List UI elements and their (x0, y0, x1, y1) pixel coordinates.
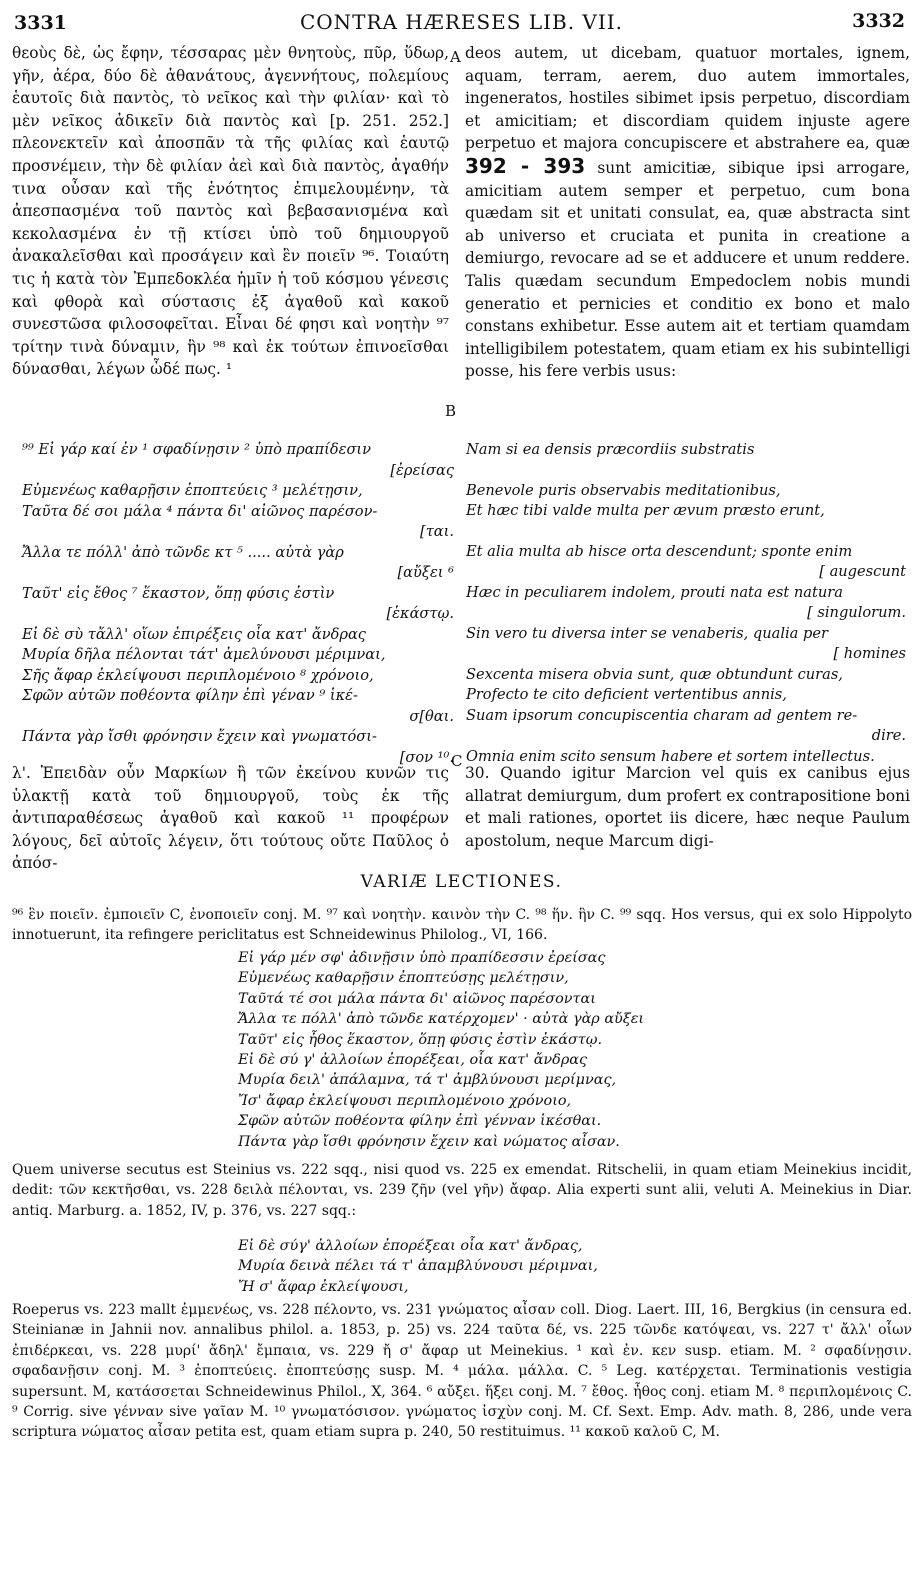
latin-verse-line: Benevole puris observabis meditationibus, (466, 481, 781, 499)
footnote-verse-block-2 (238, 1236, 598, 1297)
variae-lectiones-heading: VARIÆ LECTIONES. (360, 872, 563, 892)
footnote-verse-line: Εἰ δὲ σύγ' ἀλλοίων ἐπορέξεαι οἷα κατ' ἄνδρας, (238, 1238, 583, 1254)
greek-text-column: θεοὺς δὲ, ὡς ἔφην, τέσσαρας μὲν θνητοὺς, πῦρ, ὕδωρ, γῆν, ἀέρα, δύο δὲ ἀθανάτους, ἀγεννήτους, πολεμίους ἑαυτοῖς διὰ παντὸς, τὸ νεῖκος καὶ τὴν φιλίαν· καὶ τὸ μὲν νεῖκος ἀδικεῖν διὰ παντὸς καὶ [p. 251. 252.] πλεονεκτεῖν καὶ ἀποσπᾶν τὰ τῆς φιλίας καὶ ἑαυτῷ προσνέμειν, τὴν δὲ φιλίαν ἀεὶ καὶ διὰ παντὸς, ἀγαθήν τινα οὖσαν καὶ τῆς ἑνότητος ἐπιμελουμένην, τὰ ἀπεσπασμένα τοῦ παντὸς καὶ βεβασανισμένα καὶ κεκολασμένα ἐν τῇ κτίσει ὑπὸ τοῦ δημιουργοῦ ἀνακαλεῖσθαι καὶ προσάγειν καὶ ἓν ποιεῖν ⁹⁶. Τοιαύτη τις ἡ κατὰ τὸν Ἐμπεδοκλέα ἡμῖν ἡ τοῦ κόσμου γένεσις καὶ φθορὰ καὶ σύστασις ἐξ ἀγαθοῦ καὶ κακοῦ συνεστῶσα φιλοσοφεῖται. Εἶναι δέ φησι καὶ νοητὴν ⁹⁷ τρίτην τινὰ δύναμιν, ἣν ⁹⁸ καὶ ἐκ τούτων ἐπινοεῖσθαι δύνασθαι, λέγων ὧδέ πως. ¹ (12, 44, 449, 379)
margin-letter-c: C (451, 752, 463, 770)
greek-verse-continuation: [ἐρείσας (390, 461, 454, 479)
greek-verse-line: Σῆς ἄφαρ ἐκλείψουσι περιπλομένοιο ⁸ χρόνοιο, (22, 666, 374, 684)
greek-verse-block (22, 440, 454, 768)
latin-verse-continuation: dire. (871, 727, 906, 744)
footnote-verse-line: Ἄλλα τε πόλλ' ἀπὸ τῶνδε κατέρχομεν' · αὐτὰ γὰρ αὔξει (238, 1011, 645, 1028)
footnote-verse-line: Μυρία δεινὰ πέλει τά τ' ἀπαμβλύνουσι μέριμναι, (238, 1258, 598, 1275)
footnote-verse-block-1 (238, 948, 644, 1152)
latin-verse-line: Omnia enim scito sensum habere et sortem intellectus. (466, 747, 875, 765)
margin-letter-a: A (450, 48, 461, 66)
greek-verse-line: Εὐμενέως καθαρῇσιν ἐποπτεύεις ³ μελέτῃσιν, (22, 482, 363, 499)
footnote-verse-line: Σφῶν αὐτῶν ποθέοντα φίλην ἐπὶ γένναν ἱκέσθαι. (238, 1113, 602, 1130)
greek-verse-line: Ἄλλα τε πόλλ' ἀπὸ τῶνδε κτ ⁵ ..... αὐτὰ γὰρ (22, 543, 344, 561)
footnote-verse-line: Μυρία δειλ' ἀπάλαμνα, τά τ' ἀμβλύνουσι μερίμνας, (238, 1072, 617, 1089)
latin-text-column (465, 42, 910, 383)
latin-verse-line: Sin vero tu diversa inter se venaberis, qualia per (466, 624, 828, 642)
running-title: CONTRA HÆRESES LIB. VII. (299, 10, 624, 34)
greek-section-30: λ'. Ἐπειδὰν οὖν Μαρκίων ἢ τῶν ἐκείνου κυνῶν τις ὑλακτῇ κατὰ τοῦ δημιουργοῦ, τοὺς ἐκ τῆς ἀντιπαραθέσεως ἀγαθοῦ καὶ κακοῦ ¹¹ προφέρων λόγους, δεῖ αὐτοῖς λέγειν, ὅτι τούτους οὔτε Παῦλος ὁ ἀπόσ- (12, 764, 449, 873)
left-column-number: 3331 (14, 12, 67, 34)
greek-verse-line: ⁹⁹ Εἰ γάρ καί ἐν ¹ σφαδίνῃσιν ² ὑπὸ πραπίδεσιν (22, 441, 372, 458)
page-reference: 392 - 393 (465, 153, 586, 178)
latin-verse-line: Profecto te cito deficient vertentibus annis, (466, 686, 787, 703)
latin-verse-continuation: [ augescunt (819, 563, 906, 580)
greek-verse-line: Ταῦτ' εἰς ἔθος ⁷ ἕκαστον, ὅπῃ φύσις ἐστὶν (22, 584, 335, 602)
footnote-verse-line: Πάντα γὰρ ἴσθι φρόνησιν ἔχειν καὶ νώματος αἶσαν. (238, 1133, 620, 1150)
latin-verse-block (466, 440, 906, 767)
page-header (0, 4, 923, 38)
latin-verse-continuation: [ homines (833, 645, 906, 662)
greek-verse-continuation: [σον ¹⁰. (399, 748, 454, 766)
latin-verse-line: Et alia multa ab hisce orta descendunt; sponte enim (466, 542, 853, 560)
footnote-verse-line: Ἤ σ' ἄφαρ ἐκλείψουσι, (238, 1278, 409, 1295)
latin-verse-continuation: [ singulorum. (807, 604, 906, 621)
greek-verse-continuation: [ἑκάστῳ. (386, 605, 454, 622)
greek-verse-line: Ταῦτα δέ σοι μάλα ⁴ πάντα δι' αἰῶνος παρέσον- (22, 502, 378, 520)
footnote-verse-line: Εἰ δὲ σύ γ' ἀλλοίων ἐπορέξεαι, οἷα κατ' ἄνδρας (238, 1052, 588, 1069)
greek-verse-continuation: [αὔξει ⁶ (397, 564, 454, 581)
greek-verse-line: Εἰ δὲ σὺ τἄλλ' οἵων ἐπιρέξεις οἷα κατ' ἄνδρας (22, 625, 366, 643)
latin-verse-line: Hæc in peculiarem indolem, prouti nata est natura (466, 583, 843, 601)
greek-verse-line: Σφῶν αὐτῶν ποθέοντα φίλην ἐπὶ γέναν ⁹ ἱκέ- (22, 687, 358, 704)
greek-verse-line: Μυρία δῆλα πέλονται τάτ' ἀμελύνουσι μέριμναι, (22, 646, 386, 663)
margin-letter-b: B (445, 402, 457, 420)
latin-section-30: 30. Quando igitur Marcion vel quis ex canibus ejus allatrat demiurgum, dum profert ex contrapositione boni et mali rationes, oportet iis dicere, hæc neque Paulum apostolum, neque Marcum digi- (465, 764, 910, 850)
latin-verse-line: Sexcenta misera obvia sunt, quæ obtundunt curas, (466, 665, 843, 683)
footnote-verse-line: Ταῦτ' εἰς ἦθος ἕκαστον, ὅπῃ φύσις ἐστὶν ἑκάστῳ. (238, 1031, 603, 1048)
latin-text-after: sunt amicitiæ, sibique ipsi arrogare, amicitiam autem semper et perpetuo, cum bona quædam sit et unitati consulat, ea, quæ abstracta sint ab universo et cruciata et punita in creatione a demiurgo, revocare ad se et adducere et unum reddere. Talis quædam secundum Empedoclem nobis mundi generatio et pernicies et conditio ex bono et malo constans exhibetur. Esse autem ait et tertiam quamdam intelligibilem potestatem, quam etiam ex his subintelligi posse, his fere verbis usus: (465, 158, 910, 381)
footnote-verse-line: Ἴσ' ἄφαρ ἐκλείψουσι περιπλομένοιο χρόνοιο, (238, 1092, 572, 1109)
greek-verse-continuation: [ται. (420, 523, 454, 540)
footnote-block-1: ⁹⁶ ἓν ποιεῖν. ἐμποιεῖν C, ἐνοποιεῖν conj. M. ⁹⁷ καὶ νοητὴν. καινὸν τὴν C. ⁹⁸ ἥν. ἣν C. ⁹⁹ sqq. Hos versus, qui ex solo Hippolyto innotuerunt, ita refingere periclitatus est Schneidewinus Philolog., VI, 166. (12, 907, 912, 944)
footnote-verse-line: Ταῦτά τέ σοι μάλα πάντα δι' αἰῶνος παρέσονται (238, 990, 596, 1007)
right-column-number: 3332 (852, 10, 905, 32)
footnote-block-2: Quem universe secutus est Steinius vs. 222 sqq., nisi quod vs. 225 ex emendat. Ritschelii, in quam etiam Meinekius incidit, dedit: τῶν κεκτῆσθαι, vs. 228 δειλὰ πέλονται, vs. 239 ζῆν (vel γῆν) ἄφαρ. Alia experti sunt alii, veluti A. Meinekius in Diar. antiq. Marburg. a. 1852, IV, p. 376, vs. 227 sqq.: (12, 1162, 912, 1219)
latin-verse-line: Nam si ea densis præcordiis substratis (466, 441, 755, 458)
latin-verse-line: Et hæc tibi valde multa per ævum præsto erunt, (466, 502, 825, 519)
footnote-block-3: Roeperus vs. 223 mallt ἐμμενέως, vs. 228 πέλοντο, vs. 231 γνώματος αἶσαν coll. Diog. Laert. III, 16, Bergkius (in censura ed. Steinianæ in Jahnii nov. annalibus philol. a. 1853, p. 25) vs. 224 ταῦτα δέ, vs. 225 τῶνδε κατόψεαι, vs. 227 τ' ἄλλ' οἷων ἐπιδέρκεαι, vs. 228 μυρί' ἄδηλ' ἔμπαια, vs. 229 ἤ σ' ἄφαρ ut Meinekius. ¹ καὶ ἐν. κεν susp. etiam. M. ² σφαδίνῃσιν. σφαδανῇσιν conj. M. ³ ἐποπτεύεις. ἐποπτεύσῃς susp. M. ⁴ μάλα. μάλλα. C. ⁵ Leg. κατέρχεται. Terminationis vestigia supersunt. M, κατάσσεται Schneidewinus Philol., X, 364. ⁶ αὔξει. ἥξει conj. M. ⁷ ἔθος. ἦθος conj. etiam M. ⁸ περιπλομένοις C. ⁹ Corrig. sive γένναν sive γαῖαν M. ¹⁰ γνωματόσισον. γνώματος ἰσχὺν conj. M. Cf. Sext. Emp. Adv. math. 8, 286, unde vera scriptura νώματος αἶσαν petita est, quam etiam supra p. 240, 50 restituimus. ¹¹ κακοῦ καλοῦ C, M. (12, 1302, 912, 1441)
greek-verse-continuation: σ[θαι. (409, 707, 454, 725)
footnote-verse-line: Εἰ γάρ μέν σφ' ἀδινῇσιν ὑπὸ πραπίδεσσιν ἐρείσας (238, 950, 606, 966)
latin-verse-line: Suam ipsorum concupiscentia charam ad gentem re- (466, 706, 858, 724)
footnote-verse-line: Εὐμενέως καθαρῇσιν ἐποπτεύσῃς μελέτῃσιν, (238, 970, 569, 987)
greek-verse-line: Πάντα γὰρ ἴσθι φρόνησιν ἔχειν καὶ γνωματόσι- (22, 728, 377, 745)
latin-text-before: deos autem, ut dicebam, quatuor mortales, ignem, aquam, terram, aerem, duo autem immortales, ingeneratos, hostiles sibimet ipsis perpetuo, discordiam et amicitiam; et discordiam quidem injuste agere perpetuo et majora concupiscere et abstrahere ea, quæ (465, 44, 910, 153)
